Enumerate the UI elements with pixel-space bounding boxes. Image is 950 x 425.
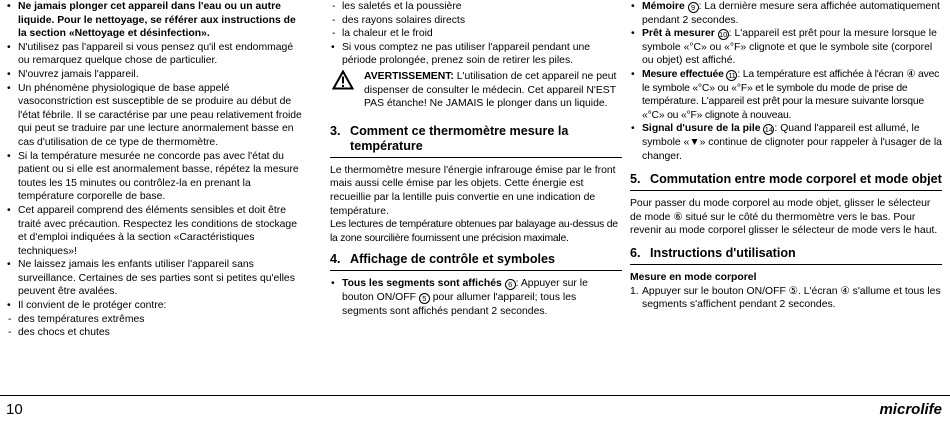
item-text: : Quand l'appareil est allumé, le symbole «▼» continue de clignoter pour rappeler à l'usager de la changer. xyxy=(642,123,942,162)
list-item xyxy=(630,122,942,163)
step-1 xyxy=(630,285,942,312)
section-title: Comment ce thermomètre mesure la température xyxy=(350,123,569,153)
item-label: Mesure effectuée xyxy=(642,68,724,80)
section-title: Commutation entre mode corporel et mode objet xyxy=(650,172,942,187)
protection-list xyxy=(6,313,306,340)
section-5-paragraph: Pour passer du mode corporel au mode objet, glisser le sélecteur de mode ⑥ situé sur le côté du thermomètre vers le bas. Pour revenir au mode corporel glisser le sélecteur de mode vers le haut. xyxy=(630,198,938,237)
item-text: : Appuyer sur le bouton ON/OFF xyxy=(342,278,588,303)
list-item: • N'ouvrez jamais l'appareil. xyxy=(6,68,306,82)
list-item xyxy=(630,68,942,122)
warning-text: L'utilisation de cet appareil ne peut dispenser de consulter le médecin. Cet appareil N'EST PAS étanche! Ne JAMAIS le plonger dans un liquide. xyxy=(364,70,617,110)
section-number: 3. xyxy=(330,123,341,138)
list-item: • Ne jamais plonger cet appareil dans l'eau ou un autre liquide. Pour le nettoyage, se référer aux instructions de la section «Nettoyage et désinfection». xyxy=(6,0,306,41)
callout-number: 9 xyxy=(688,2,699,13)
symbols-list-continued xyxy=(630,0,942,163)
section-3-paragraph: Les lectures de température obtenues par balayage au-dessus de la zone sourcilière fournissent une précision maximale. xyxy=(330,219,618,244)
list-item: • Un phénomène physiologique de base appelé vasoconstriction est susceptible de se produire au début de l'état fébrile. Il se caractérise par une peau relativement froide qui peut se traduire par une lecture anormalement basse en cas d'utilisation de ce type de thermomètre. xyxy=(6,82,306,150)
dash-item: - des chocs et chutes xyxy=(6,326,306,340)
item-label: Tous les segments sont affichés xyxy=(342,278,502,290)
item-label: Prêt à mesurer xyxy=(642,28,715,40)
sub-heading: Mesure en mode corporel xyxy=(630,271,757,283)
list-item: • Il convient de le protéger contre: xyxy=(6,299,306,313)
warning-label: AVERTISSEMENT: xyxy=(364,70,454,82)
footer-rule xyxy=(0,395,950,396)
step-number: 1. xyxy=(630,285,639,297)
section-5-heading xyxy=(630,172,942,191)
battery-note: • Si vous comptez ne pas utiliser l'appareil pendant une période prolongée, prenez soin de retirer les piles. xyxy=(330,41,622,68)
callout-number: 10 xyxy=(719,30,728,40)
column-left xyxy=(6,0,306,340)
callout-number: 14 xyxy=(764,125,774,135)
callout-number: 5 xyxy=(419,293,430,304)
dash-item: - des températures extrêmes xyxy=(6,313,306,327)
section-4-heading xyxy=(330,252,622,271)
item-label: Mémoire xyxy=(642,1,685,12)
section-title: Instructions d'utilisation xyxy=(650,245,796,260)
item-text: : L'appareil est prêt pour la mesure lorsque le symbole «°C» ou «°F» clignote et que le symbole site (corporel ou objet) est affiché. xyxy=(642,28,937,67)
warning-triangle-icon xyxy=(332,70,354,95)
section-3-paragraph: Le thermomètre mesure l'énergie infrarouge émise par le front mais aussi celle émise par les objets. Cette énergie est recueillie par la lentille puis convertie en une indication de température. xyxy=(330,164,616,217)
section-3-heading xyxy=(330,124,622,158)
list-item: • Ne laissez jamais les enfants utiliser l'appareil sans surveillance. Certaines de ses parties sont si petites qu'elles peuvent être avalées. xyxy=(6,258,306,299)
section-title: Affichage de contrôle et symboles xyxy=(350,252,556,267)
section-6-heading xyxy=(630,246,942,265)
section-number: 6. xyxy=(630,245,641,260)
protection-list-continued xyxy=(330,0,622,41)
item-text: : La dernière mesure sera affichée automatiquement pendant 2 secondes. xyxy=(642,1,940,26)
dash-item: - les saletés et la poussière xyxy=(330,0,622,14)
item-text: pour allumer l'appareil; tous les segments sont affichés pendant 2 secondes. xyxy=(342,291,577,317)
safety-list xyxy=(6,0,306,313)
list-item: • Cet appareil comprend des éléments sensibles et doit être traité avec précaution. Respectez les conditions de stockage et d'emploi indiquées à la section «Caractéristiques techniques»! xyxy=(6,204,306,258)
list-item: • N'utilisez pas l'appareil si vous pensez qu'il est endommagé ou remarquez quelque chose de particulier. xyxy=(6,41,306,68)
warning-block xyxy=(330,70,622,111)
column-right xyxy=(630,0,942,312)
list-item xyxy=(630,0,942,27)
battery-note-list xyxy=(330,41,622,68)
brand-logo: microlife xyxy=(879,401,942,418)
list-item xyxy=(630,27,942,68)
list-item xyxy=(330,277,622,318)
symbols-list xyxy=(330,277,622,318)
section-number: 5. xyxy=(630,172,641,187)
page-number: 10 xyxy=(6,401,23,418)
dash-item: - la chaleur et le froid xyxy=(330,27,622,41)
dash-item: - des rayons solaires directs xyxy=(330,14,622,28)
item-label: Signal d'usure de la pile xyxy=(642,123,761,135)
column-middle xyxy=(330,0,622,318)
callout-number: 6 xyxy=(505,279,516,290)
step-text: Appuyer sur le bouton ON/OFF ⑤. L'écran ④ s'allume et tous les segments s'affichent pendant 2 secondes. xyxy=(642,285,941,311)
callout-number: 11 xyxy=(728,70,736,80)
list-item: • Si la température mesurée ne concorde pas avec l'état du patient ou si elle est anormalement basse, répétez la mesure toutes les 15 minutes ou contrôlez-la en prenant la température corporelle de base. xyxy=(6,150,306,204)
item-text: : La température est affichée à l'écran ④ avec le symbole «°C» ou «°F» et le symbole du mode de prise de température. L'appareil est prêt pour la mesure suivante lorsque «°C» ou «°F» clignote à nouveau. xyxy=(642,68,940,121)
section-number: 4. xyxy=(330,252,341,267)
